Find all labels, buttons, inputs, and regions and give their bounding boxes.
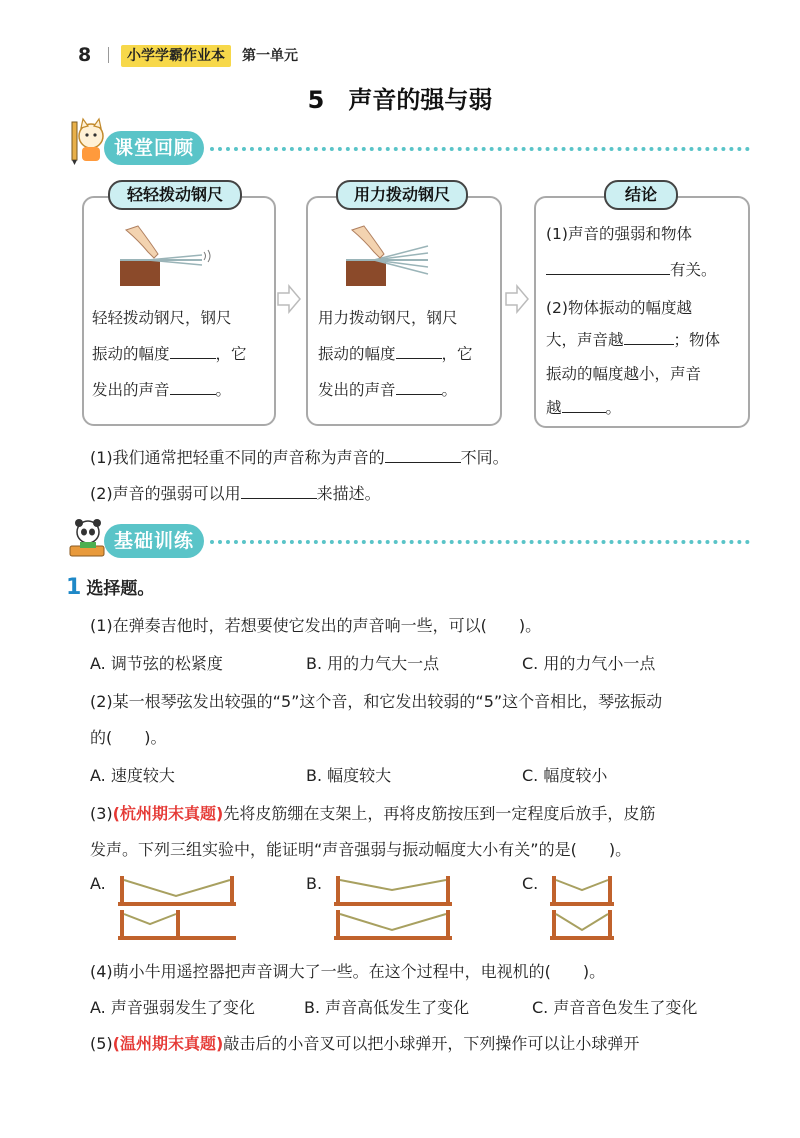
q3-option-c[interactable]: C. [522,874,539,893]
box3-line5: 振动的幅度越小，声音 [546,365,702,383]
box3-line6-start: 越 [546,399,562,417]
exercise-title: 选择题。 [86,579,155,599]
arrow-right-icon [504,284,530,314]
answer-blank[interactable] [396,379,442,395]
header-divider [108,47,109,63]
box3-line2 [546,252,717,288]
question-4: (4)萌小牛用遥控器把声音调大了一些。在这个过程中，电视机的( )。 [90,962,606,981]
question-3-line1 [90,802,655,826]
question-2-line2: 的( )。 [90,728,167,747]
q2-option-b[interactable]: B. 幅度较大 [306,766,392,785]
ruler-gentle-illustration [118,222,214,288]
review-q2-end: 来描述。 [316,484,381,503]
exercise-heading [66,574,154,600]
box3-line4-end: ；物体 [673,331,721,349]
box2-text-line2 [318,336,473,372]
box-label-conclusion: 结论 [604,180,678,210]
section-header-review: 课堂回顾 [104,131,204,165]
q5-prefix: (5) [90,1034,113,1053]
review-q1-end: 不同。 [460,448,509,467]
q1-option-c[interactable]: C. 用的力气小一点 [522,654,656,673]
unit-label: 第一单元 [242,48,298,64]
ruler-forceful-illustration [344,222,440,288]
q3-source-tag: (杭州期末真题) [112,804,224,823]
box-label-gentle: 轻轻拨动钢尺 [108,180,242,210]
answer-blank[interactable] [396,343,442,359]
box2-line2-start: 振动的幅度 [318,345,396,363]
review-q1-start: (1)我们通常把轻重不同的声音称为声音的 [90,448,385,467]
box1-text-line1: 轻轻拨动钢尺，钢尺 [92,309,232,327]
box1-text-line2 [92,336,247,372]
section-header-practice: 基础训练 [104,524,204,558]
question-2-line1: (2)某一根琴弦发出较强的“5”这个音，和它发出较弱的“5”这个音相比，琴弦振动 [90,692,663,711]
box1-line2-end: ，它 [215,345,247,363]
review-question-2 [90,482,381,506]
question-5 [90,1032,639,1056]
review-q2-start: (2)声音的强弱可以用 [90,484,241,503]
q4-option-a[interactable]: A. 声音强弱发生了变化 [90,998,255,1017]
book-title-tag: 小学学霸作业本 [121,45,231,67]
box3-line1: (1)声音的强弱和物体 [546,225,692,243]
exercise-number: 1 [66,575,82,600]
box3-line6 [546,390,621,426]
rubber-band-setup-a-illustration [116,872,238,942]
page-number: 8 [78,44,92,66]
q3-option-a[interactable]: A. [90,874,106,893]
q5-source-tag: (温州期末真题) [112,1034,224,1053]
q5-text: 敲击后的小音叉可以把小球弹开，下列操作可以让小球弹开 [223,1034,640,1053]
answer-blank[interactable] [241,483,317,499]
rubber-band-setup-c-illustration [548,872,618,942]
box1-line3-end: 。 [215,381,232,399]
answer-blank[interactable] [562,397,606,413]
question-3-line2: 发声。下列三组实验中，能证明“声音强弱与振动幅度大小有关”的是( )。 [90,840,632,859]
review-question-1 [90,446,509,470]
box2-line3-start: 发出的声音 [318,381,396,399]
q4-option-b[interactable]: B. 声音高低发生了变化 [304,998,470,1017]
box2-text-line1: 用力拨动钢尺，钢尺 [318,309,458,327]
question-1: (1)在弹奏吉他时，若想要使它发出的声音响一些，可以( )。 [90,616,542,635]
box2-text-line3 [318,372,457,408]
q2-option-a[interactable]: A. 速度较大 [90,766,175,785]
q3-option-b[interactable]: B. [306,874,323,893]
answer-blank[interactable] [546,259,670,275]
box2-line3-end: 。 [441,381,458,399]
rubber-band-setup-b-illustration [332,872,454,942]
box3-line4-start: 大，声音越 [546,331,624,349]
box3-line3: (2)物体振动的幅度越 [546,299,692,317]
page-title: 5 声音的强与弱 [307,86,493,114]
box1-line2-start: 振动的幅度 [92,345,170,363]
answer-blank[interactable] [385,447,461,463]
box3-line6-end: 。 [605,399,622,417]
box2-line2-end: ，它 [441,345,473,363]
section-dots [210,147,750,151]
answer-blank[interactable] [624,329,674,345]
q3-text: 先将皮筋绷在支架上，再将皮筋按压到一定程度后放手，皮筋 [223,804,656,823]
q1-option-a[interactable]: A. 调节弦的松紧度 [90,654,223,673]
q2-option-c[interactable]: C. 幅度较小 [522,766,608,785]
answer-blank[interactable] [170,343,216,359]
box1-line3-start: 发出的声音 [92,381,170,399]
box-label-forceful: 用力拨动钢尺 [336,180,468,210]
q4-option-c[interactable]: C. 声音音色发生了变化 [532,998,698,1017]
arrow-right-icon [276,284,302,314]
box3-line4 [546,322,720,358]
section-dots [210,540,750,544]
q3-prefix: (3) [90,804,113,823]
box1-text-line3 [92,372,231,408]
answer-blank[interactable] [170,379,216,395]
box3-line2-end: 有关。 [670,261,717,279]
q1-option-b[interactable]: B. 用的力气大一点 [306,654,440,673]
cat-mascot-icon [68,116,108,166]
